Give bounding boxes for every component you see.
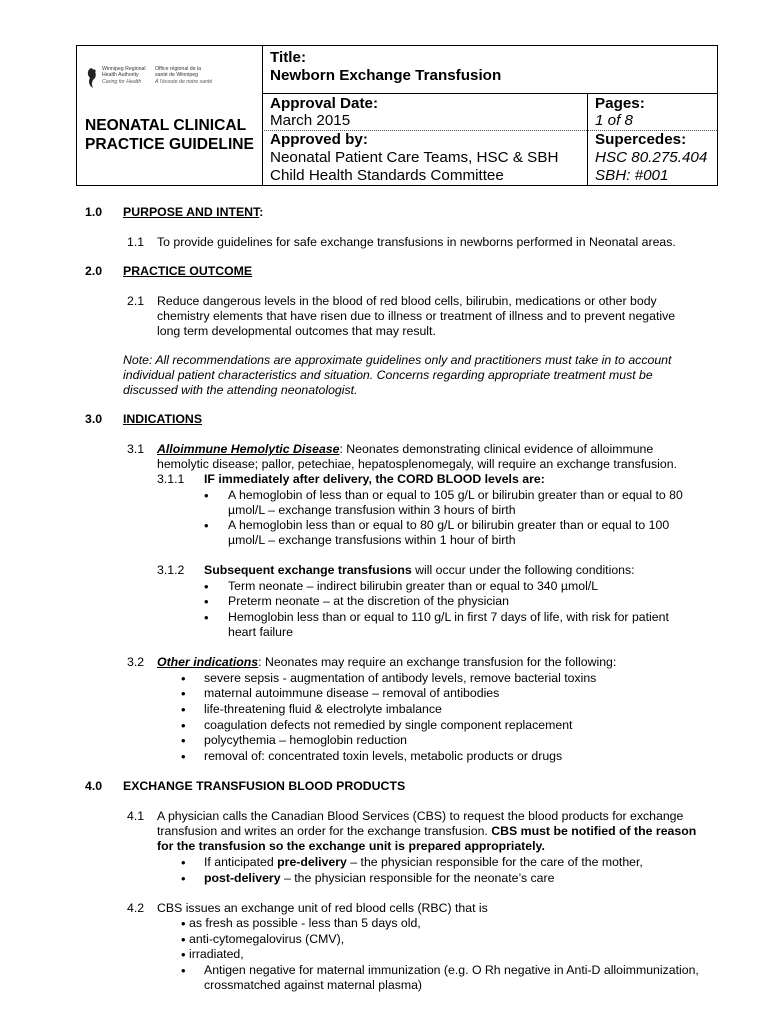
section-number: 1.0: [85, 205, 103, 219]
subitem-heading-text: will occur under the following conditions:: [411, 563, 635, 577]
list-item: heart failure: [228, 625, 293, 639]
list-item: polycythemia – hemoglobin reduction: [204, 733, 408, 747]
list-item: irradiated,: [189, 947, 244, 961]
list-item-bold: post-delivery: [204, 871, 281, 885]
section-heading: [123, 205, 263, 221]
section-title-colon: :: [259, 205, 264, 219]
note: discussed with the attending neonatologist.: [123, 383, 358, 397]
paragraph: CBS issues an exchange unit of red blood cells (RBC) that is: [157, 901, 488, 915]
bullet-icon: •: [204, 518, 209, 533]
bullet-icon: •: [181, 686, 186, 701]
note: Note: All recommendations are approximate guidelines only and practitioners must take in to account: [123, 353, 672, 367]
list-item: Term neonate – indirect bilirubin greater than or equal to 340 µmol/L: [228, 579, 599, 593]
section-number: 4.0: [85, 779, 103, 793]
title-label: Title:: [270, 49, 307, 66]
bullet-icon: •: [181, 932, 186, 947]
bullet-icon: •: [181, 749, 186, 764]
item-number: 2.1: [127, 294, 145, 308]
logo-text: Winnipeg Regional: [102, 66, 146, 72]
section-title: INDICATIONS: [123, 412, 203, 426]
paragraph: [157, 442, 653, 458]
list-item: A hemoglobin less than or equal to 80 g/L or bilirubin greater than or equal to 100: [228, 518, 670, 532]
list-item: Preterm neonate – at the discretion of the physician: [228, 594, 509, 608]
list-item-text: – the physician responsible for the care of the mother,: [346, 855, 643, 869]
paragraph-bold: CBS must be notified of the reason: [491, 824, 697, 838]
paragraph: chemistry elements that have risen due to illness or treatment of illness and to prevent negative: [157, 309, 676, 323]
bullet-icon: •: [204, 610, 209, 625]
bullet-icon: •: [181, 733, 186, 748]
subitem-heading: [204, 563, 635, 579]
list-item-text: – the physician responsible for the neonate’s care: [280, 871, 555, 885]
guideline-heading-line: PRACTICE GUIDELINE: [85, 136, 254, 153]
list-item: severe sepsis - augmentation of antibody levels, remove bacterial toxins: [204, 671, 597, 685]
wrha-logo-icon: [85, 67, 98, 89]
guideline-heading-line: NEONATAL CLINICAL: [85, 117, 247, 134]
bullet-icon: •: [181, 916, 186, 931]
bullet-icon: •: [181, 871, 186, 886]
bullet-icon: •: [181, 702, 186, 717]
list-item-text: If anticipated: [204, 855, 278, 869]
subitem-number: 3.1.1: [157, 472, 185, 486]
list-item: maternal autoimmune disease – removal of antibodies: [204, 686, 500, 700]
approved-by-value: Child Health Standards Committee: [270, 167, 504, 184]
approved-by-value: Neonatal Patient Care Teams, HSC & SBH: [270, 149, 559, 166]
paragraph: Reduce dangerous levels in the blood of red blood cells, bilirubin, medications or other body: [157, 294, 657, 308]
list-item: coagulation defects not remedied by single component replacement: [204, 718, 573, 732]
pages-value: 1 of 8: [595, 112, 633, 129]
item-number: 3.1: [127, 442, 145, 456]
item-number: 3.2: [127, 655, 145, 669]
section-number: 3.0: [85, 412, 103, 426]
paragraph-text: transfusion and writes an order for the exchange transfusion.: [157, 824, 492, 838]
paragraph-bold: for the transfusion so the exchange unit is prepared appropriately.: [157, 839, 545, 853]
header-table: [76, 45, 718, 186]
paragraph-text: : Neonates demonstrating clinical evidence of alloimmune: [339, 442, 654, 456]
subitem-heading: [204, 472, 545, 488]
bullet-icon: •: [181, 947, 186, 962]
list-item: as fresh as possible - less than 5 days old,: [189, 916, 421, 930]
list-item: Antigen negative for maternal immunization (e.g. O Rh negative in Anti-D alloimmunization,: [204, 963, 699, 977]
bullet-icon: •: [181, 718, 186, 733]
term: Other indications: [157, 655, 259, 669]
term: Alloimmune Hemolytic Disease: [157, 442, 340, 456]
supersedes-value: SBH: #001: [595, 167, 669, 184]
list-item: removal of: concentrated toxin levels, metabolic products or drugs: [204, 749, 563, 763]
section-title: PRACTICE OUTCOME: [123, 264, 253, 278]
item-number: 1.1: [127, 235, 145, 249]
list-item: A hemoglobin of less than or equal to 105 g/L or bilirubin greater than or equal to 80: [228, 488, 683, 502]
header-divider: [262, 46, 263, 185]
list-item: Hemoglobin less than or equal to 110 g/L in first 7 days of life, with risk for patient: [228, 610, 669, 624]
supersedes-value: HSC 80.275.404: [595, 149, 708, 166]
header-divider: [587, 94, 588, 185]
bullet-icon: •: [204, 579, 209, 594]
list-item: anti-cytomegalovirus (CMV),: [189, 932, 345, 946]
approval-date-value: March 2015: [270, 112, 351, 129]
list-item-bold: pre-delivery: [277, 855, 347, 869]
subitem-heading-colon: :: [540, 472, 545, 486]
logo-text: Caring for Health: [102, 79, 142, 85]
logo-text: Office régional de la: [155, 66, 202, 72]
bullet-icon: •: [181, 671, 186, 686]
title-value: Newborn Exchange Transfusion: [270, 67, 502, 84]
logo-text: Health Authority: [102, 72, 139, 78]
note: individual patient characteristics and situation. Concerns regarding appropriate treatment must be: [123, 368, 653, 382]
paragraph: long term developmental outcomes that may result.: [157, 324, 436, 338]
logo-text: santé de Winnipeg: [155, 72, 198, 78]
paragraph: A physician calls the Canadian Blood Services (CBS) to request the blood products for exchange: [157, 809, 684, 823]
section-title: EXCHANGE TRANSFUSION BLOOD PRODUCTS: [123, 779, 406, 793]
paragraph: [157, 655, 616, 671]
subitem-heading-text: IF immediately after delivery, the CORD BLOOD levels are: [204, 472, 541, 486]
approved-by-label: Approved by:: [270, 131, 368, 148]
paragraph: [157, 824, 696, 840]
pages-label: Pages:: [595, 95, 645, 112]
subitem-number: 3.1.2: [157, 563, 185, 577]
item-number: 4.2: [127, 901, 145, 915]
subitem-heading-bold: Subsequent exchange transfusions: [204, 563, 412, 577]
bullet-icon: •: [181, 963, 186, 978]
paragraph-text: : Neonates may require an exchange transfusion for the following:: [258, 655, 617, 669]
list-item: life-threatening fluid & electrolyte imbalance: [204, 702, 442, 716]
guideline-heading: [85, 116, 254, 154]
list-item: [204, 855, 643, 871]
paragraph: hemolytic disease; pallor, petechiae, hepatosplenomegaly, will require an exchange transfusion.: [157, 457, 677, 471]
list-item: [204, 871, 554, 887]
approval-date-label: Approval Date:: [270, 95, 379, 112]
logo-text: À l'écoute de notre santé: [155, 79, 213, 85]
list-item: µmol/L – exchange transfusions within 1 hour of birth: [228, 533, 516, 547]
bullet-icon: •: [204, 488, 209, 503]
section-number: 2.0: [85, 264, 103, 278]
wrha-logo: [85, 64, 235, 94]
list-item: µmol/L – exchange transfusion within 3 hours of birth: [228, 503, 516, 517]
bullet-icon: •: [181, 855, 186, 870]
bullet-icon: •: [204, 594, 209, 609]
section-title: PURPOSE AND INTENT: [123, 205, 260, 219]
list-item: crossmatched against maternal plasma): [204, 978, 423, 992]
supersedes-label: Supercedes:: [595, 131, 687, 148]
header-divider: [262, 93, 717, 94]
paragraph: To provide guidelines for safe exchange transfusions in newborns performed in Neonatal areas.: [157, 235, 676, 249]
item-number: 4.1: [127, 809, 145, 823]
